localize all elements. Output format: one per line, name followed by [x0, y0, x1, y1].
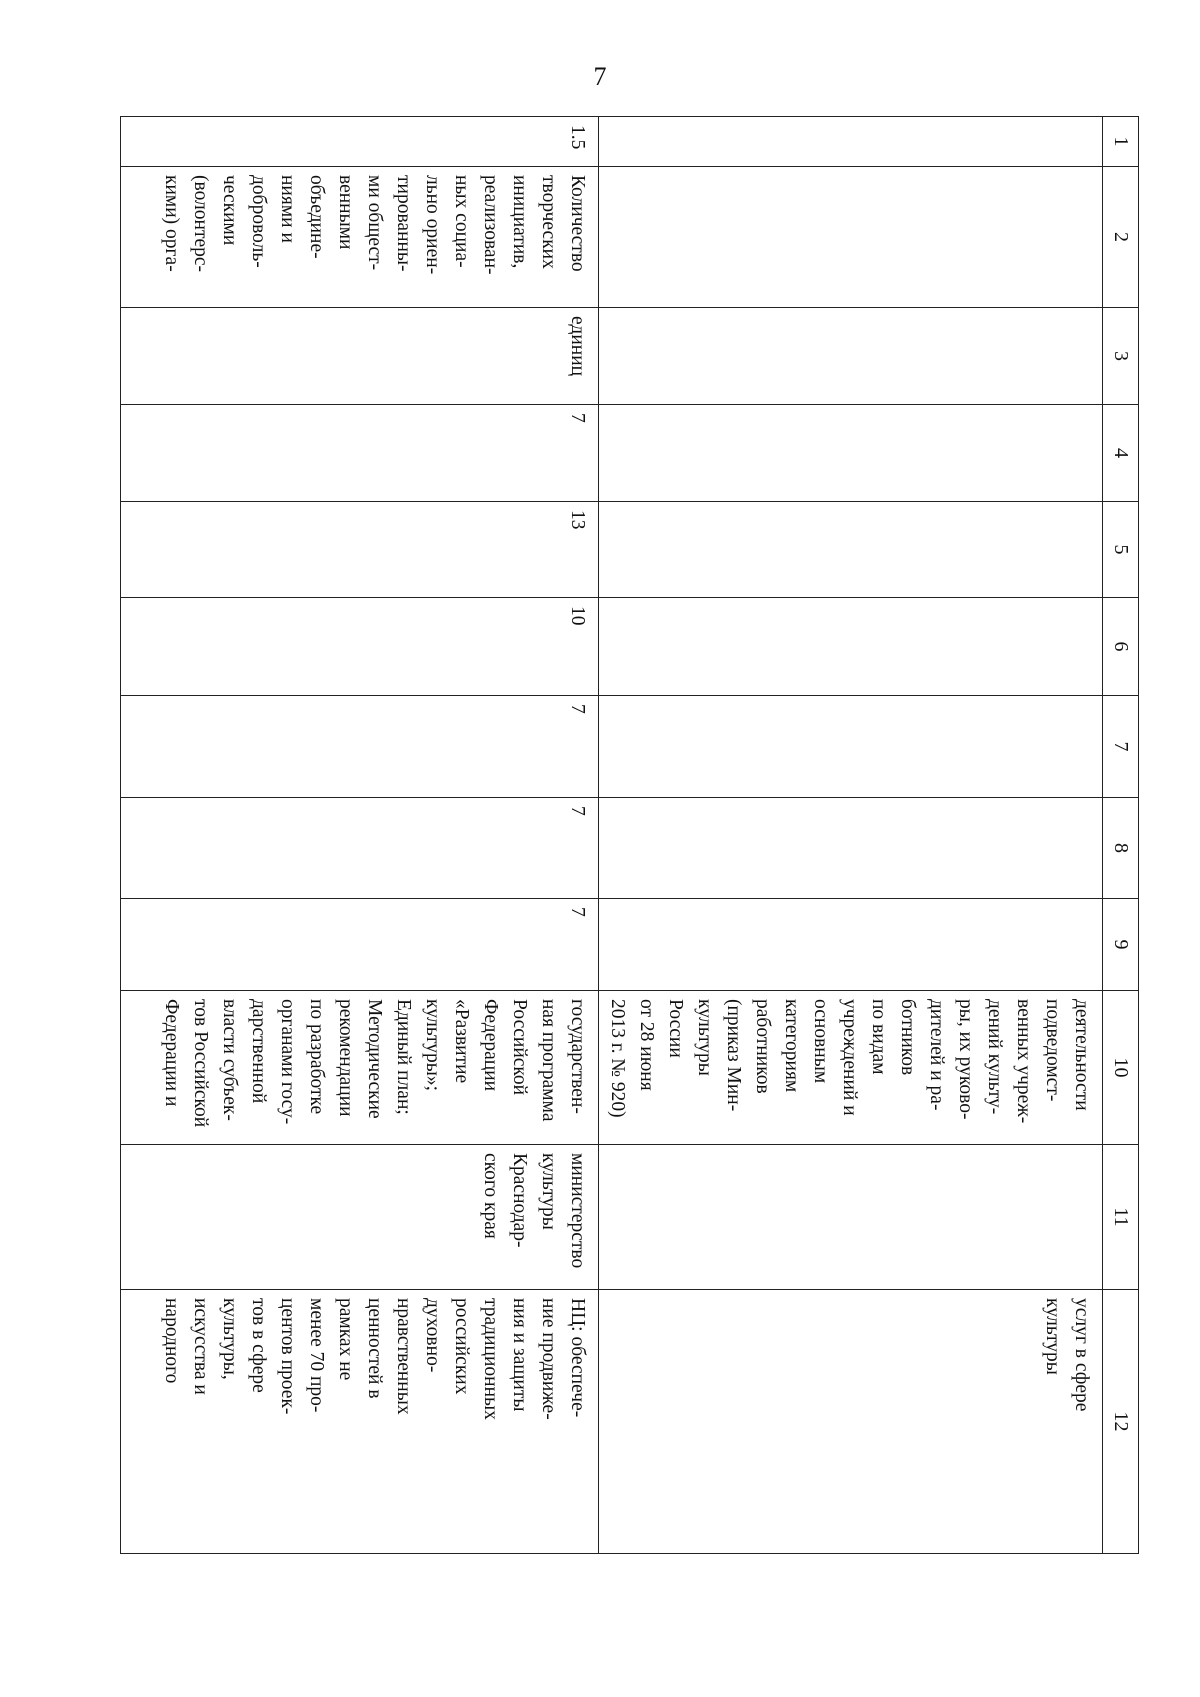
header-cell: 10: [1103, 991, 1139, 1145]
text-line: Федерации: [480, 999, 501, 1092]
cell-c2: [121, 167, 599, 308]
cell-c11: [599, 1145, 1103, 1290]
text-line: НЦ: обеспече-: [567, 1298, 588, 1418]
header-cell: 7: [1103, 696, 1139, 798]
table-row-continuation: [599, 117, 1103, 1554]
text-line: ми общест-: [364, 175, 385, 271]
text-line: объедине-: [306, 175, 327, 259]
text-line: ная программа: [538, 999, 559, 1122]
text-line: реализован-: [480, 175, 501, 275]
text-line: основным: [810, 999, 831, 1084]
cell-c10: [599, 991, 1103, 1145]
cell-c12: [599, 1290, 1103, 1554]
text-line: по видам: [868, 999, 889, 1075]
text-line: учреждений и: [839, 999, 860, 1116]
text-line: работников: [752, 999, 773, 1094]
cell-c11: [121, 1145, 599, 1290]
text-line: государствен-: [567, 999, 588, 1114]
cell-c7: [599, 696, 1103, 798]
text-line: (приказ Мин-: [723, 999, 744, 1112]
text-line: искусства и: [190, 1298, 211, 1395]
cell-c10: [121, 991, 599, 1145]
header-cell: 1: [1103, 117, 1139, 167]
text-line: льно ориен-: [422, 175, 443, 275]
text-line: органами госу-: [277, 999, 298, 1125]
header-cell: 9: [1103, 899, 1139, 991]
text-line: инициатив,: [509, 175, 530, 269]
cell-c7: 7: [121, 696, 599, 798]
text-line: Методические: [364, 999, 385, 1119]
header-cell: 8: [1103, 798, 1139, 899]
indicators-table: [120, 116, 1139, 1554]
text-line: тов в сфере: [248, 1298, 269, 1393]
text-line: кими) орга-: [161, 175, 182, 272]
table-row-1-5: [121, 117, 599, 1554]
text-line: культуры,: [219, 1298, 240, 1380]
header-cell: 6: [1103, 598, 1139, 696]
text-line: ческими: [219, 175, 240, 246]
header-cell: 5: [1103, 502, 1139, 598]
header-cell: 4: [1103, 405, 1139, 502]
text-line: дений культу-: [984, 999, 1005, 1115]
cell-c4: 7: [121, 405, 599, 502]
text-line: культуры: [1042, 1298, 1063, 1375]
text-line: ния и защиты: [509, 1298, 530, 1412]
text-line: ние продвиже-: [538, 1298, 559, 1420]
text-line: России: [665, 999, 686, 1058]
text-line: услуг в сфере: [1071, 1298, 1092, 1412]
text-line: духовно-: [422, 1298, 443, 1373]
cell-c1: 1.5: [121, 117, 599, 167]
cell-c8: [599, 798, 1103, 899]
text-line: тов Российской: [190, 999, 211, 1128]
text-line: культуры: [694, 999, 715, 1076]
text-line: Единый план;: [393, 999, 414, 1115]
text-line: доброволь-: [248, 175, 269, 268]
text-line: центов проек-: [277, 1298, 298, 1415]
cell-c3: [599, 308, 1103, 405]
cell-c3: единиц: [121, 308, 599, 405]
header-cell: 2: [1103, 167, 1139, 308]
text-line: ных социа-: [451, 175, 472, 268]
text-line: ры, их руково-: [955, 999, 976, 1120]
text-line: «Развитие: [451, 999, 472, 1084]
text-line: народного: [161, 1298, 182, 1384]
text-line: ботников: [897, 999, 918, 1076]
text-line: рамках не: [335, 1298, 356, 1381]
cell-c5: [599, 502, 1103, 598]
text-line: министерство: [567, 1153, 588, 1269]
text-line: культуры: [538, 1153, 559, 1230]
text-line: менее 70 про-: [306, 1298, 327, 1413]
cell-c5: 13: [121, 502, 599, 598]
cell-c9: 7: [121, 899, 599, 991]
text-line: дарственной: [248, 999, 269, 1104]
text-line: тированны-: [393, 175, 414, 272]
cell-c4: [599, 405, 1103, 502]
page-number: 7: [593, 62, 607, 91]
text-line: творческих: [538, 175, 559, 269]
header-cell: 12: [1103, 1290, 1139, 1554]
text-line: Краснодар-: [509, 1153, 530, 1248]
cell-c1: [599, 117, 1103, 167]
text-line: власти субъек-: [219, 999, 240, 1121]
text-line: ценностей в: [364, 1298, 385, 1399]
cell-c2: [599, 167, 1103, 308]
text-line: дителей и ра-: [926, 999, 947, 1111]
text-line: венными: [335, 175, 356, 250]
text-line: подведомст-: [1042, 999, 1063, 1102]
cell-c6: [599, 598, 1103, 696]
cell-c8: 7: [121, 798, 599, 899]
text-line: (волонтерс-: [190, 175, 211, 273]
text-line: от 28 июня: [636, 999, 657, 1091]
text-line: 2013 г. № 920): [607, 999, 628, 1118]
text-line: деятельности: [1071, 999, 1092, 1111]
cell-c9: [599, 899, 1103, 991]
text-line: Российской: [509, 999, 530, 1096]
text-line: ниями и: [277, 175, 298, 243]
text-line: культуры»;: [422, 999, 443, 1092]
text-line: традиционных: [480, 1298, 501, 1420]
text-line: ского края: [480, 1153, 501, 1239]
text-line: нравственных: [393, 1298, 414, 1415]
text-line: венных учреж-: [1013, 999, 1034, 1124]
cell-c6: 10: [121, 598, 599, 696]
text-line: категориям: [781, 999, 802, 1093]
cell-c12: [121, 1290, 599, 1554]
text-line: Федерации и: [161, 999, 182, 1107]
text-line: по разработке: [306, 999, 327, 1115]
text-line: рекомендации: [335, 999, 356, 1117]
header-cell: 3: [1103, 308, 1139, 405]
text-line: Количество: [567, 175, 588, 272]
rotated-table-container: [161, 116, 1139, 1553]
text-line: российских: [451, 1298, 472, 1395]
header-cell: 11: [1103, 1145, 1139, 1290]
header-row: [1103, 117, 1139, 1554]
